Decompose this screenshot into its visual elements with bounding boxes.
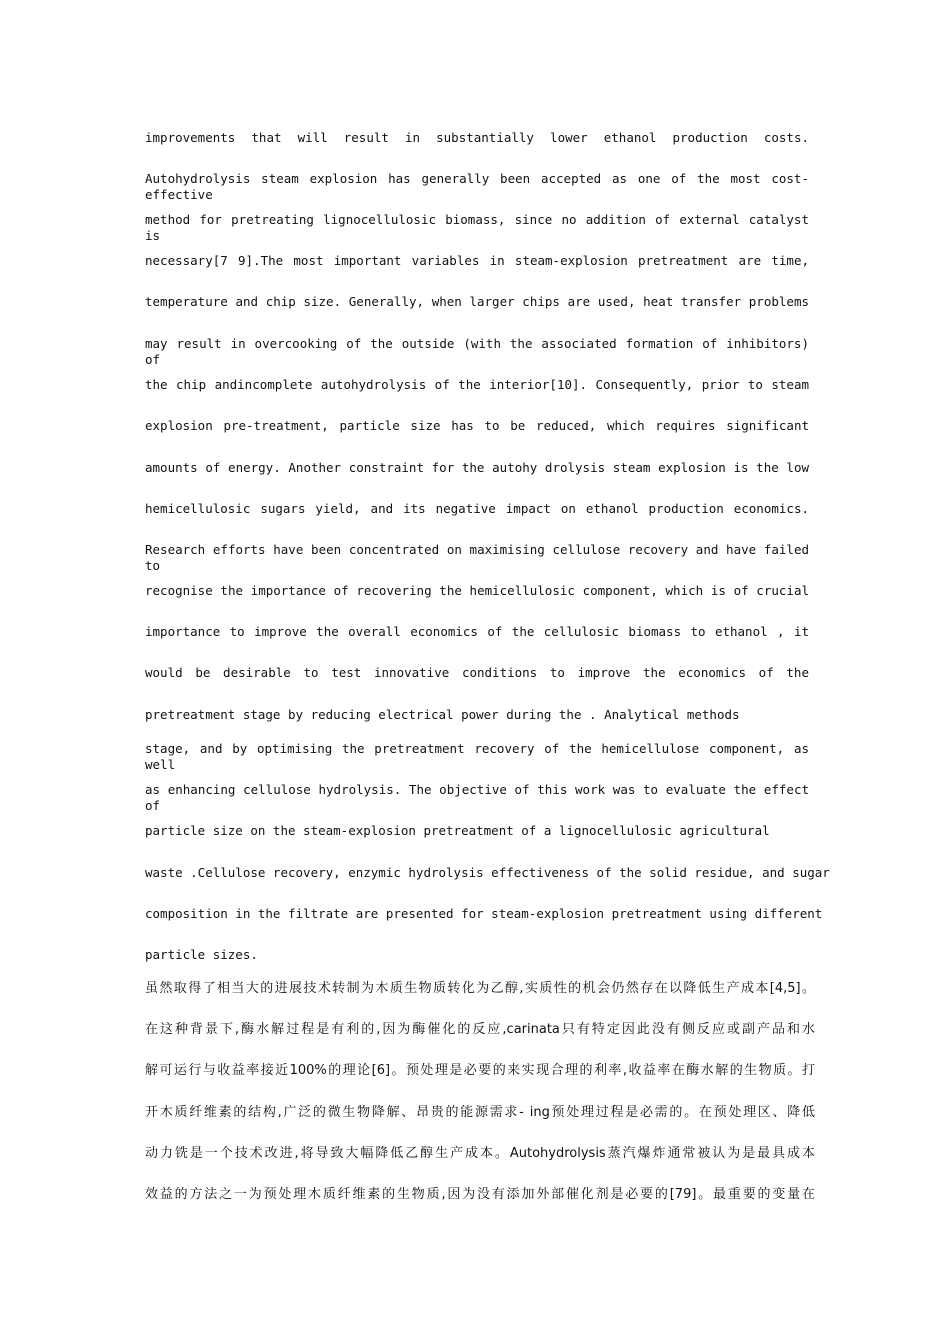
english-line-19: waste .Cellulose recovery, enzymic hydrolysis effectiveness of the solid residue, and sugar [145, 865, 830, 880]
chinese-line-3: 解可运行与收益率接近100%的理论[6]。预处理是必要的来实现合理的利率,收益率在酶水解的生物质。打 [145, 1063, 815, 1078]
english-line-14: would be desirable to test innovative conditions to improve the economics of the [145, 665, 809, 680]
english-line-3: method for pretreating lignocellulosic biomass, since no addition of external catalyst is [145, 212, 809, 243]
english-line-17: as enhancing cellulose hydrolysis. The objective of this work was to evaluate the effect of [145, 782, 809, 813]
chinese-line-1: 虽然取得了相当大的进展技术转制为木质生物质转化为乙醇,实质性的机会仍然存在以降低生产成本[4,5]。 [145, 981, 815, 996]
chinese-line-5: 动力铣是一个技术改进,将导致大幅降低乙醇生产成本。Autohydrolysis蒸汽爆炸通常被认为是最具成本 [145, 1146, 815, 1161]
chinese-line-6: 效益的方法之一为预处理木质纤维素的生物质,因为没有添加外部催化剂是必要的[79]。最重要的变量在 [145, 1187, 815, 1202]
english-line-4: necessary[7 9].The most important variables in steam-explosion pretreatment are time, [145, 253, 809, 268]
english-line-20: composition in the filtrate are presented for steam-explosion pretreatment using different [145, 906, 823, 921]
english-line-12: recognise the importance of recovering the hemicellulosic component, which is of crucial [145, 583, 809, 598]
english-line-13: importance to improve the overall economics of the cellulosic biomass to ethanol , it [145, 624, 809, 639]
english-line-10: hemicellulosic sugars yield, and its negative impact on ethanol production economics. [145, 501, 809, 516]
english-line-18: particle size on the steam-explosion pretreatment of a lignocellulosic agricultural [145, 823, 770, 838]
english-line-7: the chip andincomplete autohydrolysis of the interior[10]. Consequently, prior to steam [145, 377, 809, 392]
chinese-line-2: 在这种背景下,酶水解过程是有利的,因为酶催化的反应,carinata只有特定因此没有侧反应或副产品和水 [145, 1022, 815, 1037]
english-line-15: pretreatment stage by reducing electrical power during the . Analytical methods [145, 707, 740, 722]
english-line-5: temperature and chip size. Generally, when larger chips are used, heat transfer problems [145, 294, 809, 309]
english-line-1: improvements that will result in substantially lower ethanol production costs. [145, 130, 809, 145]
english-line-6: may result in overcooking of the outside (with the associated formation of inhibitors) of [145, 336, 809, 367]
english-line-8: explosion pre-treatment, particle size has to be reduced, which requires significant [145, 418, 809, 433]
english-line-16: stage, and by optimising the pretreatment recovery of the hemicellulose component, as well [145, 741, 809, 772]
chinese-line-4: 开木质纤维素的结构,广泛的微生物降解、昂贵的能源需求- ing预处理过程是必需的。在预处理区、降低 [145, 1105, 815, 1120]
english-line-21: particle sizes. [145, 947, 258, 962]
english-line-9: amounts of energy. Another constraint for the autohy drolysis steam explosion is the low [145, 460, 809, 475]
english-line-2: Autohydrolysis steam explosion has generally been accepted as one of the most cost-effective [145, 171, 809, 202]
english-line-11: Research efforts have been concentrated on maximising cellulose recovery and have failed to [145, 542, 809, 573]
